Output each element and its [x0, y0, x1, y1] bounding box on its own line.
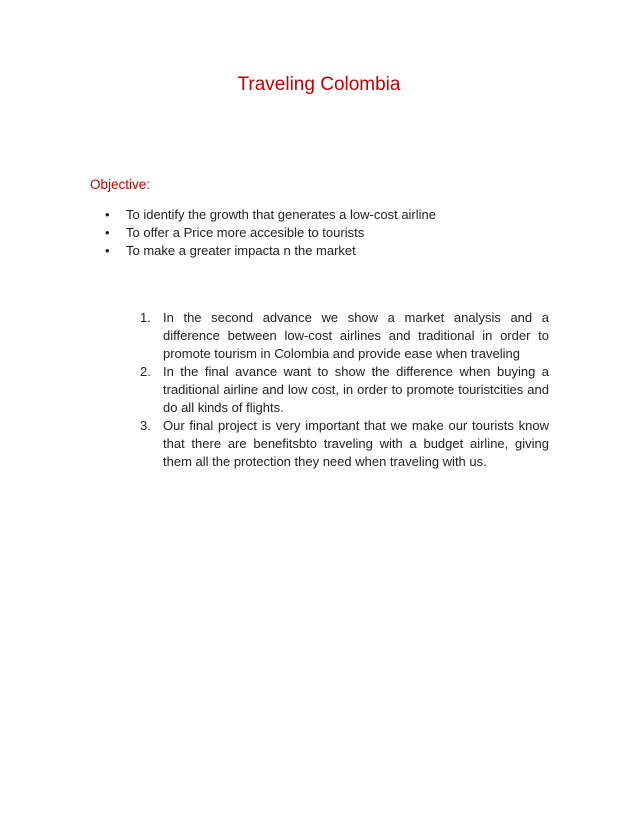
objective-heading: Objective:	[90, 177, 151, 192]
objective-bullet-list	[90, 206, 550, 260]
bullet-icon: •	[105, 207, 110, 222]
document-title: Traveling Colombia	[237, 74, 401, 95]
numbered-item	[140, 309, 549, 363]
bullet-item	[90, 224, 550, 242]
advances-numbered-list	[140, 309, 549, 471]
item-text: In the second advance we show a market analysis and a difference between low-cost airlines and traditional in order to promote tourism in Colombia and provide ease when traveling	[163, 310, 549, 361]
item-number: 1.	[140, 310, 151, 325]
item-text: In the final avance want to show the difference when buying a traditional airline and low cost, in order to promote touristcities and do all kinds of flights.	[163, 364, 549, 415]
item-number: 2.	[140, 364, 151, 379]
bullet-text: To make a greater impacta n the market	[126, 243, 356, 258]
numbered-item	[140, 417, 549, 471]
bullet-text: To identify the growth that generates a low-cost airline	[126, 207, 437, 222]
bullet-icon: •	[105, 225, 110, 240]
item-number: 3.	[140, 418, 151, 433]
bullet-item	[90, 206, 550, 224]
bullet-icon: •	[105, 243, 110, 258]
bullet-text: To offer a Price more accesible to tourists	[126, 225, 365, 240]
item-text: Our final project is very important that we make our tourists know that there are benefitsbto traveling with a budget airline, giving them all the protection they need when traveling with us.	[163, 418, 549, 469]
bullet-item	[90, 242, 550, 260]
numbered-item	[140, 363, 549, 417]
